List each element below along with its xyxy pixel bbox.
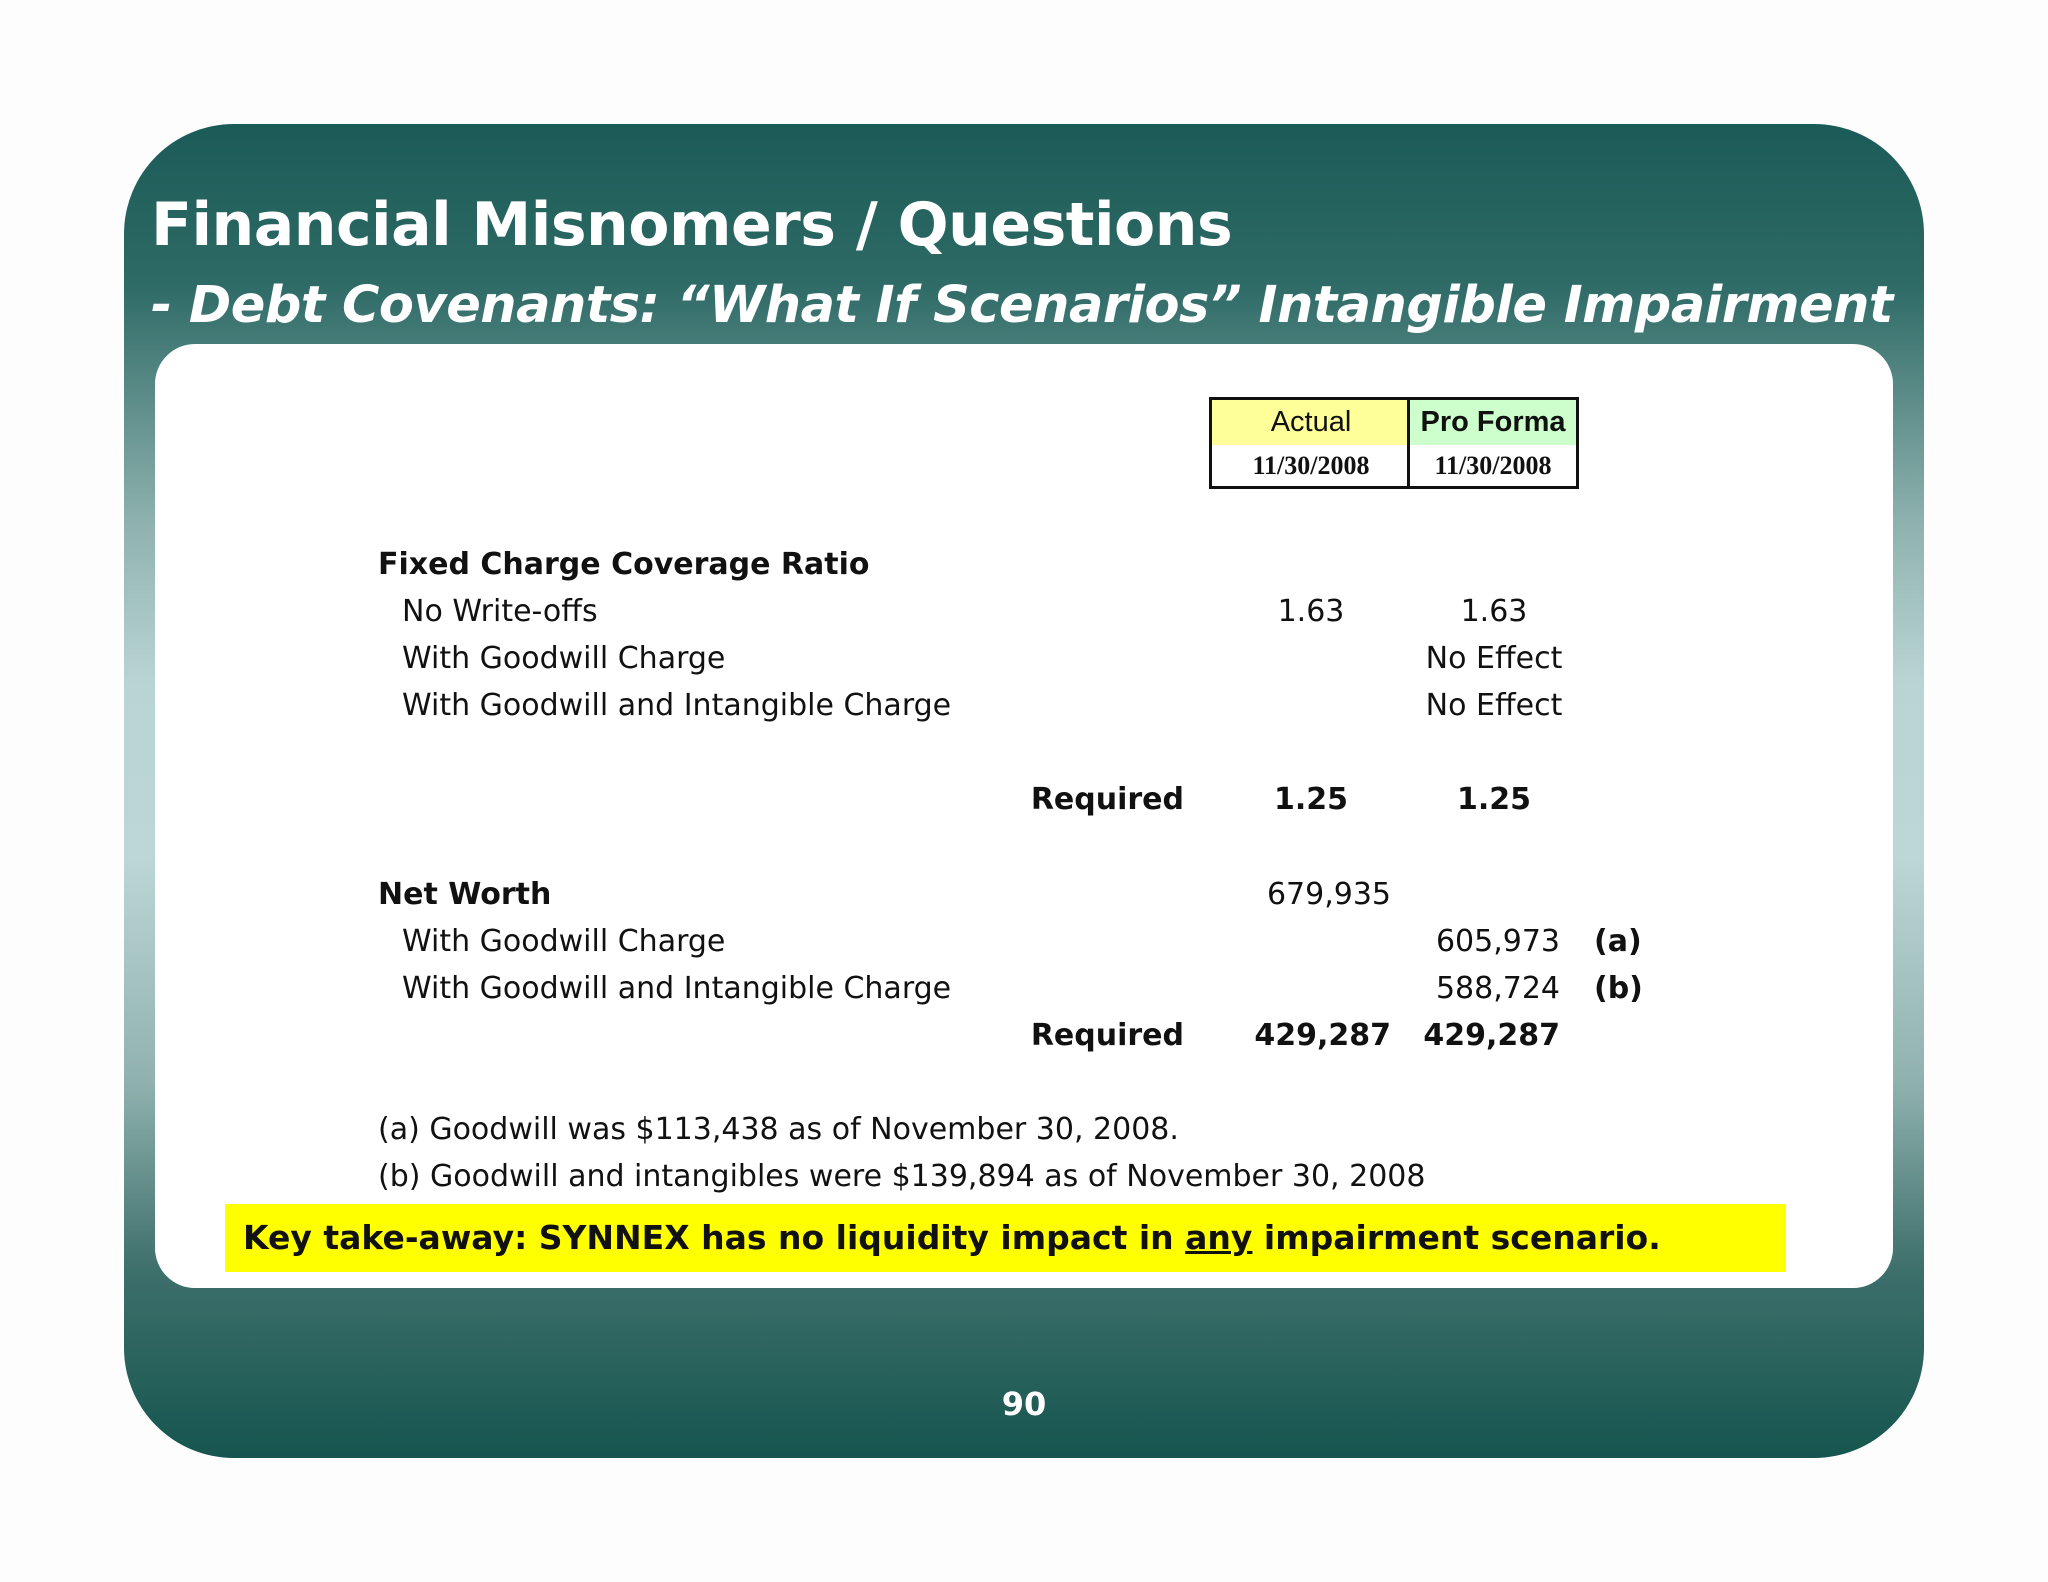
- footnote-marker-a: (a): [1594, 924, 1642, 959]
- actual-date: 11/30/2008: [1252, 451, 1370, 480]
- proforma-label: Pro Forma: [1410, 400, 1576, 445]
- fixed-charge-heading: Fixed Charge Coverage Ratio: [378, 547, 870, 582]
- net-worth-required-actual: 429,287: [1254, 1018, 1391, 1053]
- net-worth-required-proforma: 429,287: [1423, 1018, 1560, 1053]
- takeaway-emphasis: any: [1185, 1218, 1253, 1257]
- page-number: 90: [1001, 1385, 1047, 1423]
- actual-column-header: [1209, 397, 1410, 489]
- fixed-charge-row-label: With Goodwill and Intangible Charge: [402, 688, 952, 723]
- proforma-date: 11/30/2008: [1434, 451, 1552, 480]
- fixed-charge-proforma-value: 1.63: [1460, 594, 1528, 629]
- fixed-charge-row-label: With Goodwill Charge: [402, 641, 726, 676]
- fixed-charge-required-actual: 1.25: [1273, 782, 1349, 817]
- slide-subtitle: - Debt Covenants: “What If Scenarios” Intangible Impairment: [151, 276, 1893, 335]
- net-worth-heading: Net Worth: [378, 877, 552, 912]
- net-worth-row-label: With Goodwill Charge: [402, 924, 726, 959]
- footnote-marker-b: (b): [1594, 971, 1643, 1006]
- net-worth-proforma-value: 588,724: [1435, 971, 1560, 1006]
- takeaway-text-end: impairment scenario.: [1252, 1218, 1661, 1257]
- fixed-charge-proforma-value: No Effect: [1425, 641, 1563, 676]
- fixed-charge-actual-value: 1.63: [1277, 594, 1345, 629]
- fixed-charge-required-label: Required: [1030, 782, 1184, 817]
- net-worth-proforma-value: 605,973: [1435, 924, 1560, 959]
- actual-label: Actual: [1212, 400, 1410, 445]
- net-worth-required-label: Required: [1030, 1018, 1184, 1053]
- net-worth-row-label: With Goodwill and Intangible Charge: [402, 971, 952, 1006]
- proforma-column-header: [1407, 397, 1579, 489]
- fixed-charge-proforma-value: No Effect: [1425, 688, 1563, 723]
- takeaway-text: Key take-away: SYNNEX has no liquidity impact in: [243, 1218, 1186, 1257]
- slide-title: Financial Misnomers / Questions: [151, 190, 1233, 260]
- footnote-b: (b) Goodwill and intangibles were $139,894 as of November 30, 2008: [378, 1159, 1426, 1194]
- net-worth-actual-value: 679,935: [1266, 877, 1391, 912]
- footnote-a: (a) Goodwill was $113,438 as of November 30, 2008.: [378, 1112, 1179, 1147]
- key-takeaway-banner: [225, 1204, 1786, 1272]
- fixed-charge-required-proforma: 1.25: [1456, 782, 1532, 817]
- fixed-charge-row-label: No Write-offs: [402, 594, 598, 629]
